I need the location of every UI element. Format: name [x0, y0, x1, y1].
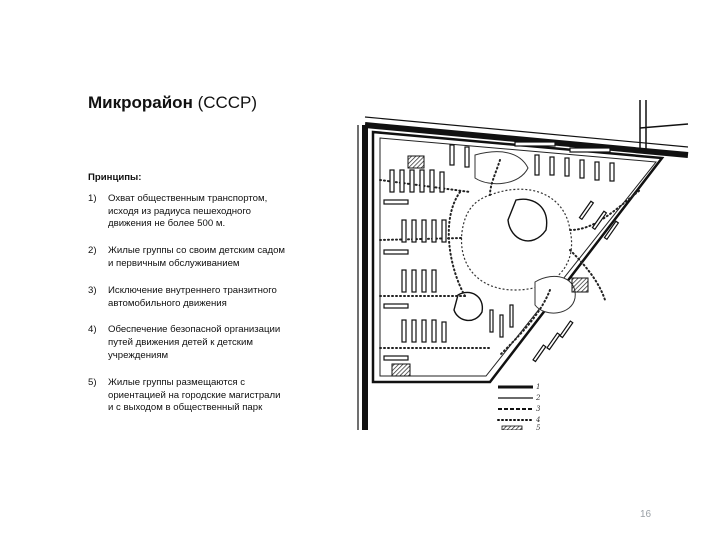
- kindergarten-plot: [454, 292, 482, 320]
- principle-number: 2): [88, 245, 97, 257]
- slide-title: [88, 93, 257, 113]
- principle-number: 5): [88, 376, 97, 388]
- park-north: [475, 152, 528, 184]
- principle-item: [88, 285, 288, 311]
- principle-item: [88, 193, 288, 231]
- principle-item: [88, 245, 288, 271]
- principle-text: Жилые группы со своим детским садом и первичным обслуживанием: [108, 245, 286, 269]
- principles-block: [88, 172, 288, 429]
- principle-number: 1): [88, 192, 97, 204]
- legend-marker: 4: [536, 416, 541, 424]
- principle-item: [88, 377, 288, 415]
- microdistrict-plan: [340, 100, 690, 430]
- principle-number: 3): [88, 284, 97, 296]
- principles-list: [88, 193, 288, 415]
- principle-item: [88, 324, 288, 362]
- principle-text: Охват общественным транспортом, исходя из радиуса пешеходного движения не более 500 м.: [108, 192, 268, 230]
- principle-number: 4): [88, 324, 97, 336]
- slide-number: 16: [640, 509, 652, 520]
- slide-title-country: (СССР): [192, 93, 258, 112]
- slide-title-main: Микрорайон: [88, 93, 193, 112]
- legend-marker: 1: [536, 383, 541, 391]
- school-plot: [508, 199, 547, 241]
- principles-heading: Принципы:: [88, 172, 142, 183]
- principle-text: Исключение внутреннего транзитного автомобильного движения: [108, 284, 277, 309]
- principle-text: Жилые группы размещаются с ориентацией на городские магистрали и с выходом в общественный парк: [108, 376, 281, 414]
- legend-marker: 3: [536, 405, 541, 413]
- plan-legend: [498, 383, 541, 430]
- principle-text: Обеспечение безопасной организации путей движения детей к детским учреждениям: [108, 324, 281, 361]
- legend-marker: 5: [536, 424, 541, 430]
- legend-marker: 2: [536, 394, 541, 402]
